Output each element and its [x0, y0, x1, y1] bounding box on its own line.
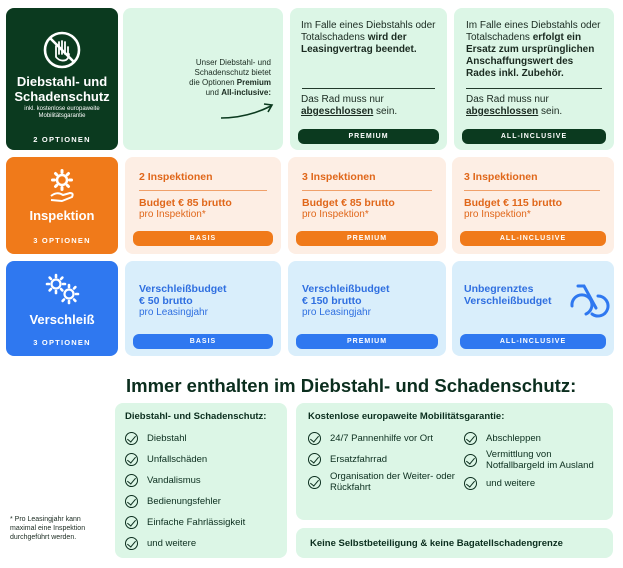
list-item: und weitere: [125, 538, 196, 551]
theft-premium-label[interactable]: PREMIUM: [298, 129, 439, 144]
inspection-basis-head: 2 Inspektionen: [139, 171, 213, 183]
wear-basis-line2: € 50 brutto: [139, 295, 193, 307]
inspection-allinclusive-card: [452, 157, 614, 254]
theft-allinclusive-lock-pre: Das Rad muss nur: [466, 94, 549, 105]
wear-allinclusive-card: [452, 261, 614, 356]
theft-allinclusive-text: Im Falle eines Diebstahls oder Totalschadens: [466, 20, 601, 43]
list-item: Abschleppen: [464, 433, 541, 446]
theft-subtitle: inkl. kostenlose europaweite Mobilitätsgarantie: [24, 106, 100, 119]
check-circle-icon: [308, 453, 321, 466]
always-included-title: Immer enthalten im Diebstahl- und Schadenschutz:: [126, 375, 577, 396]
wear-basis-card: [125, 261, 281, 356]
inspection-allinclusive-sub: pro Inspektion*: [464, 209, 531, 220]
theft-intro-line2: Schadenschutz bietet: [194, 68, 271, 77]
gears-icon: [44, 273, 80, 305]
inspection-category-card: [6, 157, 118, 254]
wear-basis-sub: pro Leasingjahr: [139, 307, 208, 318]
theft-category-card: [6, 8, 118, 150]
list-item: 24/7 Pannenhilfe vor Ort: [308, 433, 433, 446]
always-right-head: Kostenlose europaweite Mobilitätsgarantie:: [308, 411, 505, 422]
theft-allinclusive-lock-post: sein.: [541, 106, 563, 117]
theft-premium-card: [290, 8, 447, 150]
inspection-basis-label[interactable]: BASIS: [133, 231, 273, 246]
wear-allinclusive-line2: Verschleißbudget: [464, 295, 552, 307]
theft-title: Diebstahl- und Schadenschutz: [14, 74, 110, 104]
list-item: und weitere: [464, 478, 535, 491]
wear-premium-card: [288, 261, 446, 356]
divider: [302, 88, 435, 89]
theft-options: 2 OPTIONEN: [33, 135, 91, 144]
check-circle-icon: [125, 474, 138, 487]
list-item: Diebstahl: [125, 433, 187, 446]
inspection-basis-sub: pro Inspektion*: [139, 209, 206, 220]
inspection-allinclusive-price: Budget € 115 brutto: [464, 197, 563, 209]
theft-intro-line3: die Optionen: [189, 78, 235, 87]
list-item: Organisation der Weiter- oder Rückfahrt: [308, 471, 458, 493]
divider: [139, 190, 267, 191]
wear-title: Verschleiß: [29, 312, 95, 327]
wear-premium-line1: Verschleißbudget: [302, 283, 390, 295]
theft-premium-lock-post: sein.: [376, 106, 398, 117]
inspection-options: 3 OPTIONEN: [33, 236, 91, 245]
list-item: Vandalismus: [125, 475, 201, 488]
hand-stop-icon: [42, 30, 82, 70]
check-circle-icon: [125, 516, 138, 529]
theft-premium-text: Im Falle eines Diebstahls oder Totalschadens: [301, 20, 436, 43]
inspection-premium-card: [288, 157, 446, 254]
check-circle-icon: [125, 495, 138, 508]
inspection-allinclusive-label[interactable]: ALL-INCLUSIVE: [460, 231, 606, 246]
check-circle-icon: [125, 453, 138, 466]
wear-options: 3 OPTIONEN: [33, 338, 91, 347]
list-item: Ersatzfahrrad: [308, 454, 387, 467]
list-item: Einfache Fahrlässigkeit: [125, 517, 245, 530]
check-circle-icon: [464, 477, 477, 490]
wear-basis-label[interactable]: BASIS: [133, 334, 273, 349]
list-item: Bedienungsfehler: [125, 496, 221, 509]
arrow-icon: [219, 100, 275, 120]
check-circle-icon: [125, 432, 138, 445]
always-left-head: Diebstahl- und Schadenschutz:: [125, 411, 267, 422]
theft-premium-text-bold: wird der Leasingvertrag beendet.: [301, 32, 417, 55]
list-item: Vermittlung von Notfallbargeld im Ausland: [464, 449, 604, 471]
bike-logo-icon: [568, 278, 612, 318]
inspection-basis-card: [125, 157, 281, 254]
check-circle-icon: [464, 454, 477, 467]
theft-intro-allinclusive: All-inclusive:: [221, 88, 271, 97]
wear-premium-line2: € 150 brutto: [302, 295, 362, 307]
theft-allinclusive-card: [454, 8, 614, 150]
wear-premium-label[interactable]: PREMIUM: [296, 334, 438, 349]
wear-allinclusive-line1: Unbegrenztes: [464, 283, 534, 295]
wear-premium-sub: pro Leasingjahr: [302, 307, 371, 318]
check-circle-icon: [125, 537, 138, 550]
inspection-allinclusive-head: 3 Inspektionen: [464, 171, 538, 183]
divider: [464, 190, 600, 191]
theft-premium-lock-bold: abgeschlossen: [301, 106, 374, 117]
theft-intro-premium: Premium: [236, 78, 271, 87]
inspection-title: Inspektion: [29, 208, 95, 223]
theft-allinclusive-label[interactable]: ALL-INCLUSIVE: [462, 129, 606, 144]
always-bottom-bar: [296, 528, 613, 558]
gear-icon: [48, 169, 76, 203]
inspection-premium-price: Budget € 85 brutto: [302, 197, 395, 209]
inspection-premium-head: 3 Inspektionen: [302, 171, 376, 183]
check-circle-icon: [464, 432, 477, 445]
theft-allinclusive-text-bold: erfolgt ein Ersatz zum ursprünglichen Anschaffungswert des Rades inkl. Zubehör.: [466, 32, 595, 79]
footnote: * Pro Leasingjahr kann maximal eine Inspektion durchgeführt werden.: [10, 516, 86, 541]
check-circle-icon: [308, 476, 321, 489]
always-bottom-text: Keine Selbstbeteiligung & keine Bagatellschadengrenze: [310, 538, 563, 549]
theft-intro-line1: Unser Diebstahl- und: [195, 58, 271, 67]
list-item: Unfallschäden: [125, 454, 207, 467]
theft-premium-lock-pre: Das Rad muss nur: [301, 94, 384, 105]
divider: [302, 190, 432, 191]
always-right-card: [296, 403, 613, 520]
theft-intro-card: [123, 8, 283, 150]
theft-intro-line4: und: [205, 88, 219, 97]
always-left-card: [115, 403, 287, 558]
divider: [466, 88, 602, 89]
theft-allinclusive-lock-bold: abgeschlossen: [466, 106, 539, 117]
wear-basis-line1: Verschleißbudget: [139, 283, 227, 295]
wear-category-card: [6, 261, 118, 356]
inspection-premium-sub: pro Inspektion*: [302, 209, 369, 220]
inspection-basis-price: Budget € 85 brutto: [139, 197, 232, 209]
wear-allinclusive-label[interactable]: ALL-INCLUSIVE: [460, 334, 606, 349]
check-circle-icon: [308, 432, 321, 445]
inspection-premium-label[interactable]: PREMIUM: [296, 231, 438, 246]
